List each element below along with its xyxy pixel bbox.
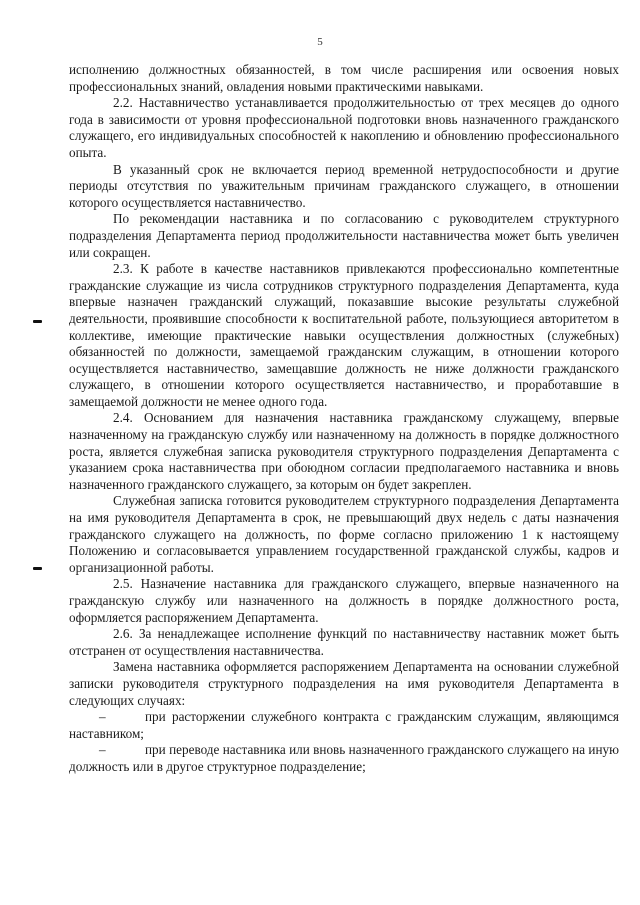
paragraph-continuation: исполнению должностных обязанностей, в том числе расширения или освоения новых профессиональных знаний, овладения новыми практическими навыками.	[69, 62, 619, 94]
paragraph-replacement: Замена наставника оформляется распоряжением Департамента на основании служебной записки руководителя структурного подразделения на имя руководителя Департамента в следующих случаях:	[69, 659, 619, 708]
list-item-text: при переводе наставника или вновь назначенного гражданского служащего на иную должность или в другое структурное подразделение;	[69, 742, 619, 774]
page-number: 5	[317, 36, 323, 48]
margin-mark	[33, 567, 42, 570]
paragraph-2-3: 2.3. К работе в качестве наставников привлекаются профессионально компетентные гражданские служащие из числа сотрудников структурного подразделения Департамента, куда впервые назначен гражданский служащий, показавшие высокие результаты служебной деятельности, проявившие способности к воспитательной работе, пользующиеся авторитетом в коллективе, имеющие практические навыки осуществления должностных (служебных) обязанностей по должности, замещаемой гражданским служащим, в отношении которого осуществляется наставничество, замещавшие должность не ниже должности гражданского служащего, в отношении которого осуществляется наставничество, и проработавшие в замещаемой должности не менее одного года.	[69, 261, 619, 409]
paragraph-memo: Служебная записка готовится руководителем структурного подразделения Департамента на имя руководителя Департамента в срок, не превышающий двух недель с даты назначения гражданского служащего на должность, по форме согласно приложению 1 к настоящему Положению и согласовывается управлением государственной гражданской службы, кадров и организационной работы.	[69, 493, 619, 575]
list-item	[69, 742, 619, 775]
paragraph-term-change: По рекомендации наставника и по согласованию с руководителем структурного подразделения Департамента период продолжительности наставничества может быть увеличен или сокращен.	[69, 211, 619, 260]
paragraph-2-5: 2.5. Назначение наставника для гражданского служащего, впервые назначенного на гражданскую службу или назначенного на должность в порядке должностного роста, оформляется распоряжением Департамента.	[69, 576, 619, 625]
paragraph-2-6: 2.6. За ненадлежащее исполнение функций по наставничеству наставник может быть отстранен от осуществления наставничества.	[69, 626, 619, 658]
list-dash: –	[99, 709, 106, 725]
list-dash: –	[99, 742, 106, 758]
margin-mark	[33, 320, 42, 323]
paragraph-2-4: 2.4. Основанием для назначения наставника гражданскому служащему, впервые назначенному на гражданскую службу или назначенному на должность в порядке должностного роста, является служебная записка руководителя структурного подразделения Департамента с указанием срока наставничества при обоюдном согласии предполагаемого наставника и вновь назначенного гражданского служащего, за которым он будет закреплен.	[69, 410, 619, 492]
list-item	[69, 709, 619, 742]
list-item-text: при расторжении служебного контракта с гражданским служащим, являющимся наставником;	[69, 709, 619, 741]
document-body	[69, 62, 619, 776]
paragraph-2-2: 2.2. Наставничество устанавливается продолжительностью от трех месяцев до одного года в зависимости от уровня профессиональной подготовки вновь назначенного гражданского служащего, его индивидуальных способностей к накоплению и обновлению профессионального опыта.	[69, 95, 619, 160]
paragraph-term-exclusion: В указанный срок не включается период временной нетрудоспособности и другие периоды отсутствия по уважительным причинам гражданского служащего, в отношении которого осуществляется наставничество.	[69, 161, 619, 210]
